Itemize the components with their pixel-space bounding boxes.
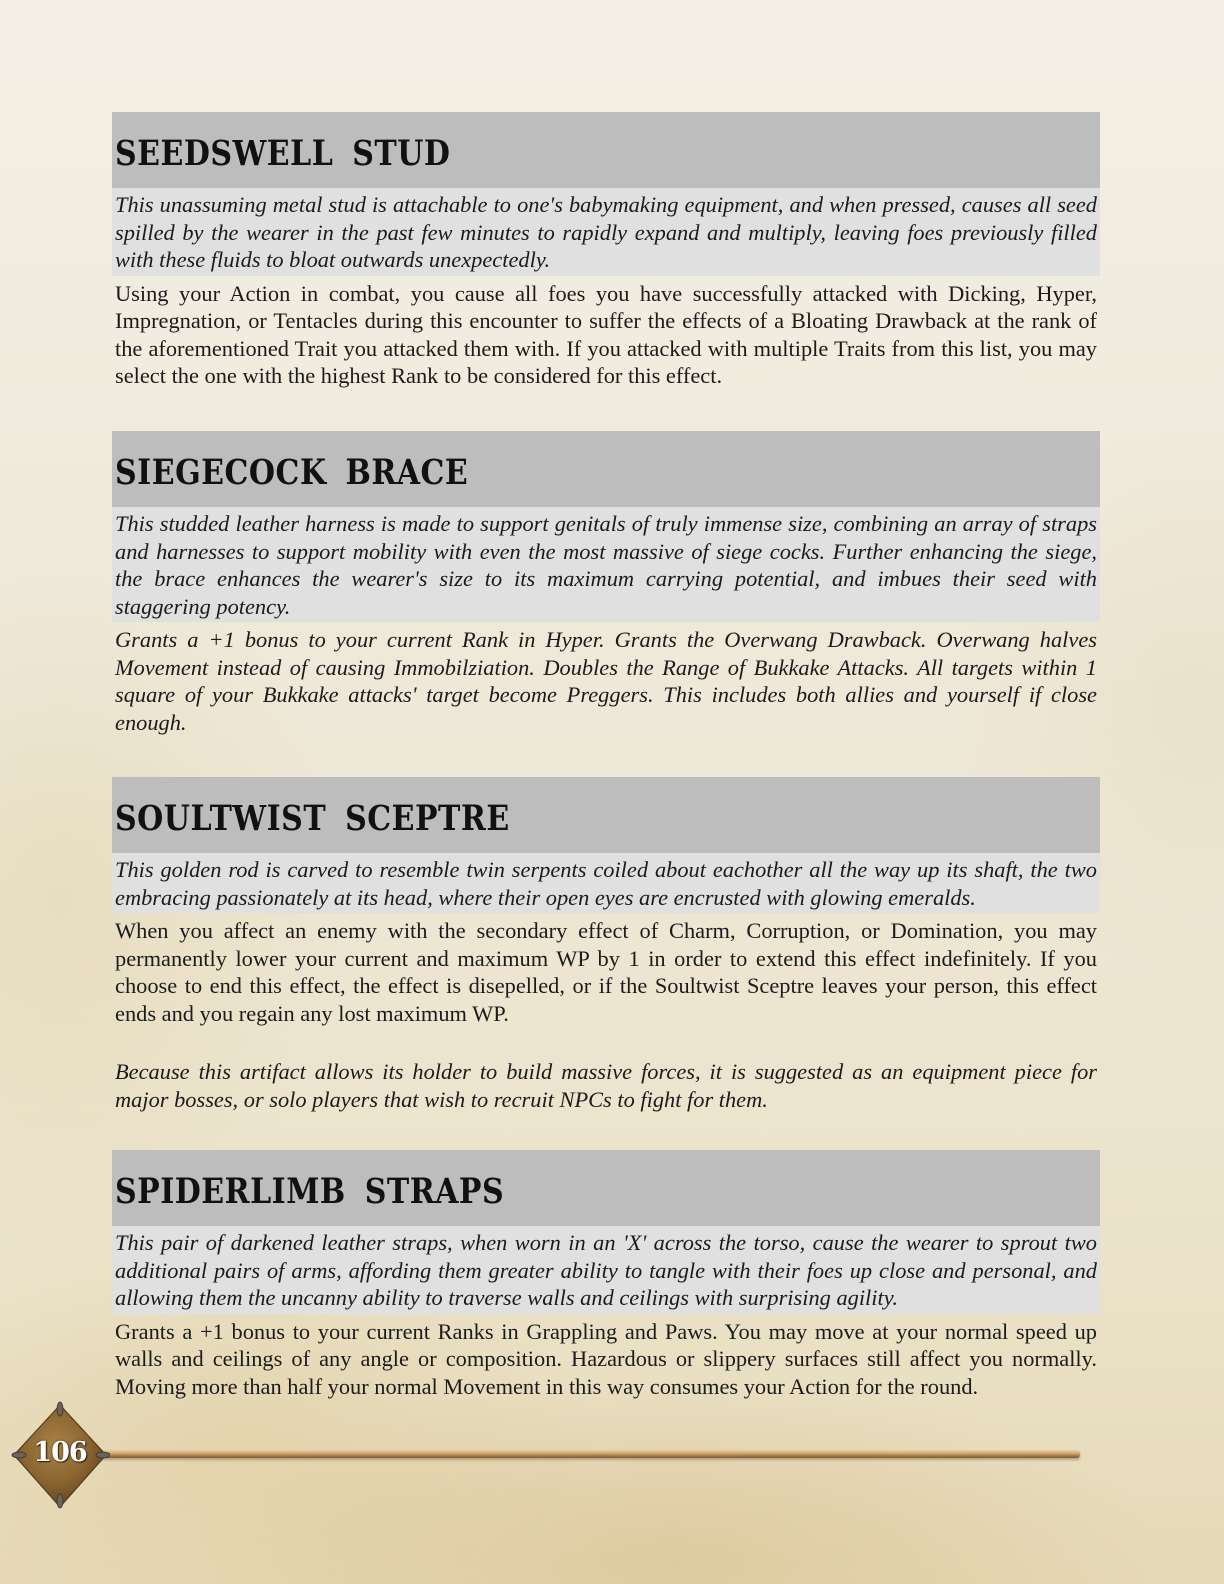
item-title: SOULTWIST SCEPTRE (115, 798, 510, 839)
item-rules-text: Grants a +1 bonus to your current Rank in Hyper. Grants the Overwang Drawback. Overwang halves Movement instead of causing Immobilziation. Doubles the Range of Bukkake Attacks. All targets within 1 square of your Bukkake attacks' target become Preggers. This includes both allies and yourself if close enough. (115, 627, 1097, 735)
item-title: SPIDERLIMB STRAPS (115, 1171, 505, 1212)
item-siegecock-brace (112, 431, 1100, 736)
item-soultwist-sceptre (112, 777, 1100, 1113)
item-flavor-text: This unassuming metal stud is attachable to one's babymaking equipment, and when pressed, causes all seed spilled by the wearer in the past few minutes to rapidly expand and multiply, leaving foes previously filled with these fluids to bloat outwards unexpectedly. (112, 188, 1100, 276)
item-header (112, 1150, 1100, 1226)
item-flavor-text: This golden rod is carved to resemble twin serpents coiled about eachother all the way up its shaft, the two embracing passionately at its head, where their open eyes are encrusted with glowing emeralds. (112, 853, 1100, 913)
item-seedswell-stud (112, 112, 1100, 390)
item-header (112, 112, 1100, 188)
item-title: SEEDSWELL STUD (115, 133, 451, 174)
item-flavor-text: This pair of darkened leather straps, when worn in an 'X' across the torso, cause the wearer to sprout two additional pairs of arms, affording them greater ability to tangle with their foes up close and personal, and allowing them the uncanny ability to traverse walls and ceilings with surprising agility. (112, 1226, 1100, 1314)
item-gm-note: Because this artifact allows its holder to build massive forces, it is suggested as an equipment piece for major bosses, or solo players that wish to recruit NPCs to fight for them. (115, 1059, 1097, 1112)
item-rules-text: Grants a +1 bonus to your current Ranks in Grappling and Paws. You may move at your normal speed up walls and ceilings of any angle or composition. Hazardous or slippery surfaces still affect you normally. Moving more than half your normal Movement in this way consumes your Action for the round. (115, 1318, 1097, 1399)
item-spiderlimb-straps (112, 1150, 1100, 1400)
item-rules-text: When you affect an enemy with the secondary effect of Charm, Corruption, or Domination, you may permanently lower your current and maximum WP by 1 in order to extend this effect indefinitely. If you choose to end this effect, the effect is disepelled, or if the Soultwist Sceptre leaves your person, this effect ends and you regain any lost maximum WP. (115, 918, 1097, 1026)
item-header (112, 777, 1100, 853)
page-number: 106 (33, 1437, 87, 1468)
item-header (112, 431, 1100, 507)
item-title: SIEGECOCK BRACE (115, 452, 469, 493)
item-flavor-text: This studded leather harness is made to support genitals of truly immense size, combining an array of straps and harnesses to support mobility with even the most massive of siege cocks. Further enhancing the siege, the brace enhances the wearer's size to its maximum carrying potential, and imbues their seed with staggering potency. (112, 507, 1100, 622)
page-number-badge (10, 1401, 110, 1511)
item-rules-text: Using your Action in combat, you cause all foes you have successfully attacked with Dicking, Hyper, Impregnation, or Tentacles during this encounter to suffer the effects of a Bloating Drawback at the rank of the aforementioned Trait you attacked them with. If you attacked with multiple Traits from this list, you may select the one with the highest Rank to be considered for this effect. (115, 280, 1097, 388)
footer-rule (70, 1450, 1080, 1458)
